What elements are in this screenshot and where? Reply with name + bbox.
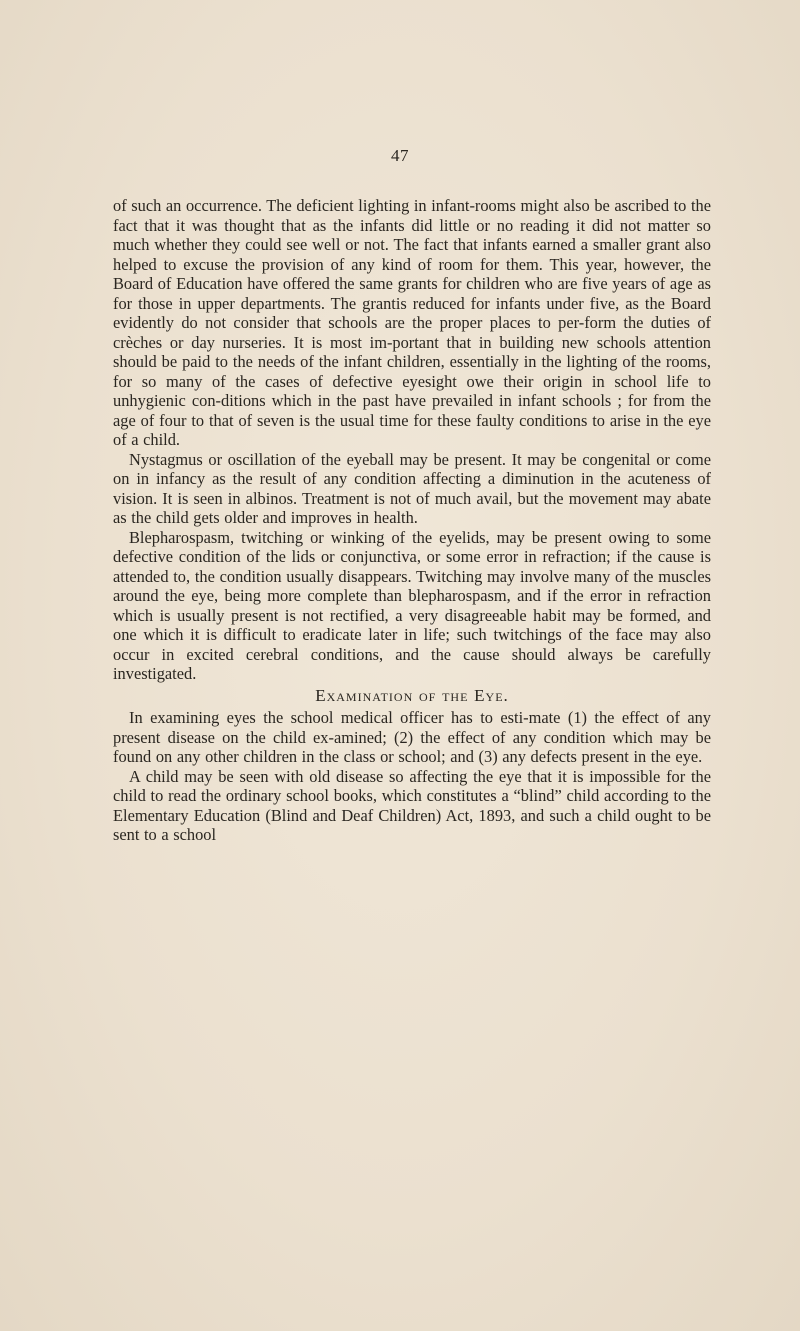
paragraph-blind-child: A child may be seen with old disease so affecting the eye that it is impossible for the child to read the ordinary school books, which constitutes a “blind” child according to the Elementary Education (Blind and Deaf Children) Act, 1893, and such a child ought to be sent to a school — [113, 766, 711, 844]
paragraph-examining-eyes: In examining eyes the school medical officer has to esti-mate (1) the effect of any present disease on the child ex-amined; (2) the effect of any condition which may be found on any other children in the class or school; and (3) any defects present in the eye. — [113, 708, 711, 766]
paragraph-blepharospasm: Blepharospasm, twitching or winking of the eyelids, may be present owing to some defective condition of the lids or conjunctiva, or some error in refraction; if the cause is attended to, the condition usually disappears. Twitching may involve many of the muscles around the eye, being more complete than blepharospasm, and if the error in refraction which is usually present is not rectified, a very disagreeable habit may be formed, and one which it is difficult to eradicate later in life; such twitchings of the face may also occur in excited cerebral conditions, and the cause should always be carefully investigated. — [113, 527, 711, 683]
paragraph-nystagmus: Nystagmus or oscillation of the eyeball may be present. It may be congenital or come on in infancy as the result of any condition affecting a diminution in the acuteness of vision. It is seen in albinos. Treatment is not of much avail, but the movement may abate as the child gets older and improves in health. — [113, 449, 711, 527]
section-heading: Examination of the Eye. — [315, 685, 509, 705]
paragraph-infant-lighting: of such an occurrence. The deficient lighting in infant-rooms might also be ascribed to the fact that it was thought that as the infants did little or no reading it did not matter so much whether they could see well or not. The fact that infants earned a smaller grant also helped to excuse the provision of any kind of room for them. This year, however, the Board of Education have offered the same grants for children who are five years of age as for those in upper departments. The grantis reduced for infants under five, as the Board evidently do not consider that schools are the proper places to per-form the duties of crèches or day nurseries. It is most im-portant that in building new schools attention should be paid to the needs of the infant children, essentially in the lighting of the rooms, for so many of the cases of defective eyesight owe their origin in school life to unhygienic con-ditions which in the past have prevailed in infant schools ; for from the age of four to that of seven is the usual time for these faulty conditions to arise in the eye of a child. — [113, 196, 711, 449]
body-text — [113, 196, 711, 845]
page-number: 47 — [391, 146, 409, 165]
